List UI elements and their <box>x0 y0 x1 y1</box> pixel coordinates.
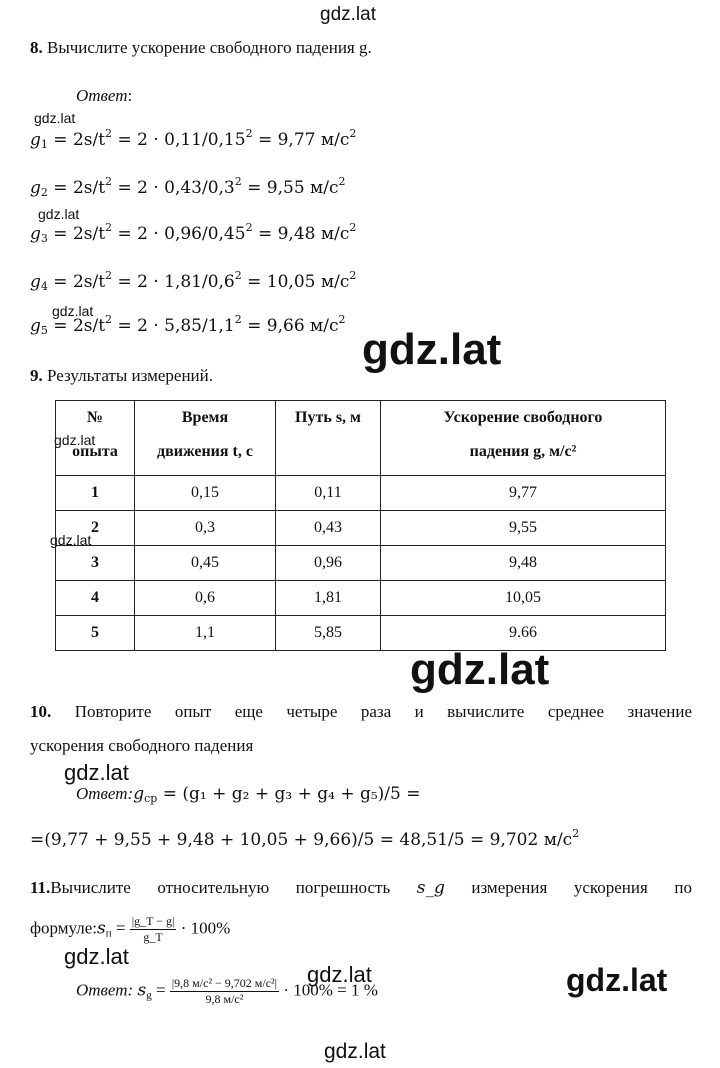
answer-label: Ответ: <box>76 86 133 105</box>
watermark-small: gdz.lat <box>54 432 96 448</box>
word: раза <box>360 702 392 721</box>
cell: 2 <box>56 511 135 546</box>
table-header-row <box>56 401 666 476</box>
word: и <box>414 702 424 721</box>
task-8-heading <box>30 38 372 58</box>
watermark-bottom: gdz.lat <box>324 1040 386 1063</box>
results-table <box>55 400 666 651</box>
word: Повторите <box>74 702 152 721</box>
cell: 0,45 <box>135 546 276 581</box>
watermark-large: gdz.lat <box>362 325 502 374</box>
task-10-calculation: =(9,77 + 9,55 + 9,48 + 10,05 + 9,66)/5 = 48,51/5 = 9,702 $м/с^2$ <box>30 827 580 850</box>
watermark-small: gdz.lat <box>307 962 372 987</box>
table-row <box>56 581 666 616</box>
task-10-line1 <box>30 702 692 722</box>
watermark-small: gdz.lat <box>50 532 92 548</box>
equation-g4: $g_4 = 2s/t^2 = 2 \cdot 1,81/0,6^2 = 10,05$ $м/с^2$ <box>30 269 357 293</box>
word: вычислите <box>447 702 525 721</box>
cell: 0,6 <box>135 581 276 616</box>
fraction: $\frac{|g\_T - g|}{g\_T}$ <box>131 914 175 944</box>
cell: 0,96 <box>276 546 381 581</box>
watermark-small: gdz.lat <box>64 944 129 969</box>
watermark-top: gdz.lat <box>320 4 376 25</box>
cell: 9,55 <box>381 511 666 546</box>
word: значение <box>627 702 692 721</box>
cell: 0,3 <box>135 511 276 546</box>
header-time: Время движения t, с <box>135 401 276 476</box>
cell: 10,05 <box>381 581 666 616</box>
header-number: № опыта <box>56 401 135 476</box>
cell: 0,15 <box>135 476 276 511</box>
task-text: Вычислите ускорение свободного падения g. <box>47 38 372 57</box>
task-number: 10. <box>30 702 52 721</box>
cell: 1,1 <box>135 616 276 651</box>
word: s_g <box>416 878 445 898</box>
word: по <box>674 878 692 897</box>
cell: 1 <box>56 476 135 511</box>
word: относительную <box>157 878 270 897</box>
word: ускорения <box>573 878 648 897</box>
cell: 5 <box>56 616 135 651</box>
watermark-small: gdz.lat <box>38 206 80 222</box>
word: Вычислите <box>50 878 131 897</box>
cell: 9,48 <box>381 546 666 581</box>
equation-g2: $g_2 = 2s/t^2 = 2 \cdot 0,43/0,3^2 = 9,55$ $м/с^2$ <box>30 175 346 199</box>
watermark-small: gdz.lat <box>64 760 129 785</box>
table-row <box>56 476 666 511</box>
task-number: 8. <box>30 38 43 57</box>
task-11-line1 <box>30 878 692 898</box>
task-text: Результаты измерений. <box>47 366 213 385</box>
watermark-right: gdz.lat <box>566 962 668 998</box>
cell: 0,11 <box>276 476 381 511</box>
task-11-answer: Ответ: $s_g$ = $\frac{\text{|9,8 м/с² − 9,702 м/с²|}}{\text{9,8 м/с²}}$ · 100% = 1 % <box>76 976 378 1006</box>
table-row <box>56 511 666 546</box>
table-row <box>56 546 666 581</box>
word: погрешность <box>295 878 391 897</box>
task-10-answer: $Ответ:g_{ср} = (g_1 + g_2 + g_3 + g_4 + g_5)/5$ = <box>76 784 421 805</box>
task-number: 11. <box>30 878 51 897</box>
cell: 0,43 <box>276 511 381 546</box>
watermark-small: gdz.lat <box>52 303 94 319</box>
equation-g5: $g_5 = 2s/t^2 = 2 \cdot 5,85/1,1^2 = 9,66$ $м/с^2$ <box>30 313 346 337</box>
cell: 9,77 <box>381 476 666 511</box>
fraction: $\frac{\text{|9,8 м/с² − 9,702 м/с²|}}{\text{9,8 м/с²}}$ <box>171 976 278 1006</box>
cell: 4 <box>56 581 135 616</box>
word: четыре <box>286 702 338 721</box>
equation-g3: $g_3 = 2s/t^2 = 2 \cdot 0,96/0,45^2 = 9,48$ $м/с^2$ <box>30 221 357 245</box>
watermark-large: gdz.lat <box>410 645 550 694</box>
word: еще <box>234 702 263 721</box>
cell: 3 <box>56 546 135 581</box>
header-acceleration: Ускорение свободного падения g, м/с² <box>381 401 666 476</box>
cell: 1,81 <box>276 581 381 616</box>
task-10-line2: ускорения свободного падения <box>30 736 254 755</box>
cell: 9.66 <box>381 616 666 651</box>
word: среднее <box>547 702 605 721</box>
task-9-heading <box>30 366 213 386</box>
word: измерения <box>471 878 548 897</box>
task-number: 9. <box>30 366 43 385</box>
table-row <box>56 616 666 651</box>
word: опыт <box>174 702 212 721</box>
cell: 5,85 <box>276 616 381 651</box>
header-path: Путь s, м <box>276 401 381 476</box>
task-11-formula: $формуле:s_п$ = $\frac{|g\_T - g|}{g\_T}$ · 100% <box>30 914 231 944</box>
watermark-small: gdz.lat <box>34 110 76 126</box>
equation-g1: $g_1 = 2s/t^2 = 2 \cdot 0,11/0,15^2 = 9,77$ $м/с^2$ <box>30 127 357 151</box>
